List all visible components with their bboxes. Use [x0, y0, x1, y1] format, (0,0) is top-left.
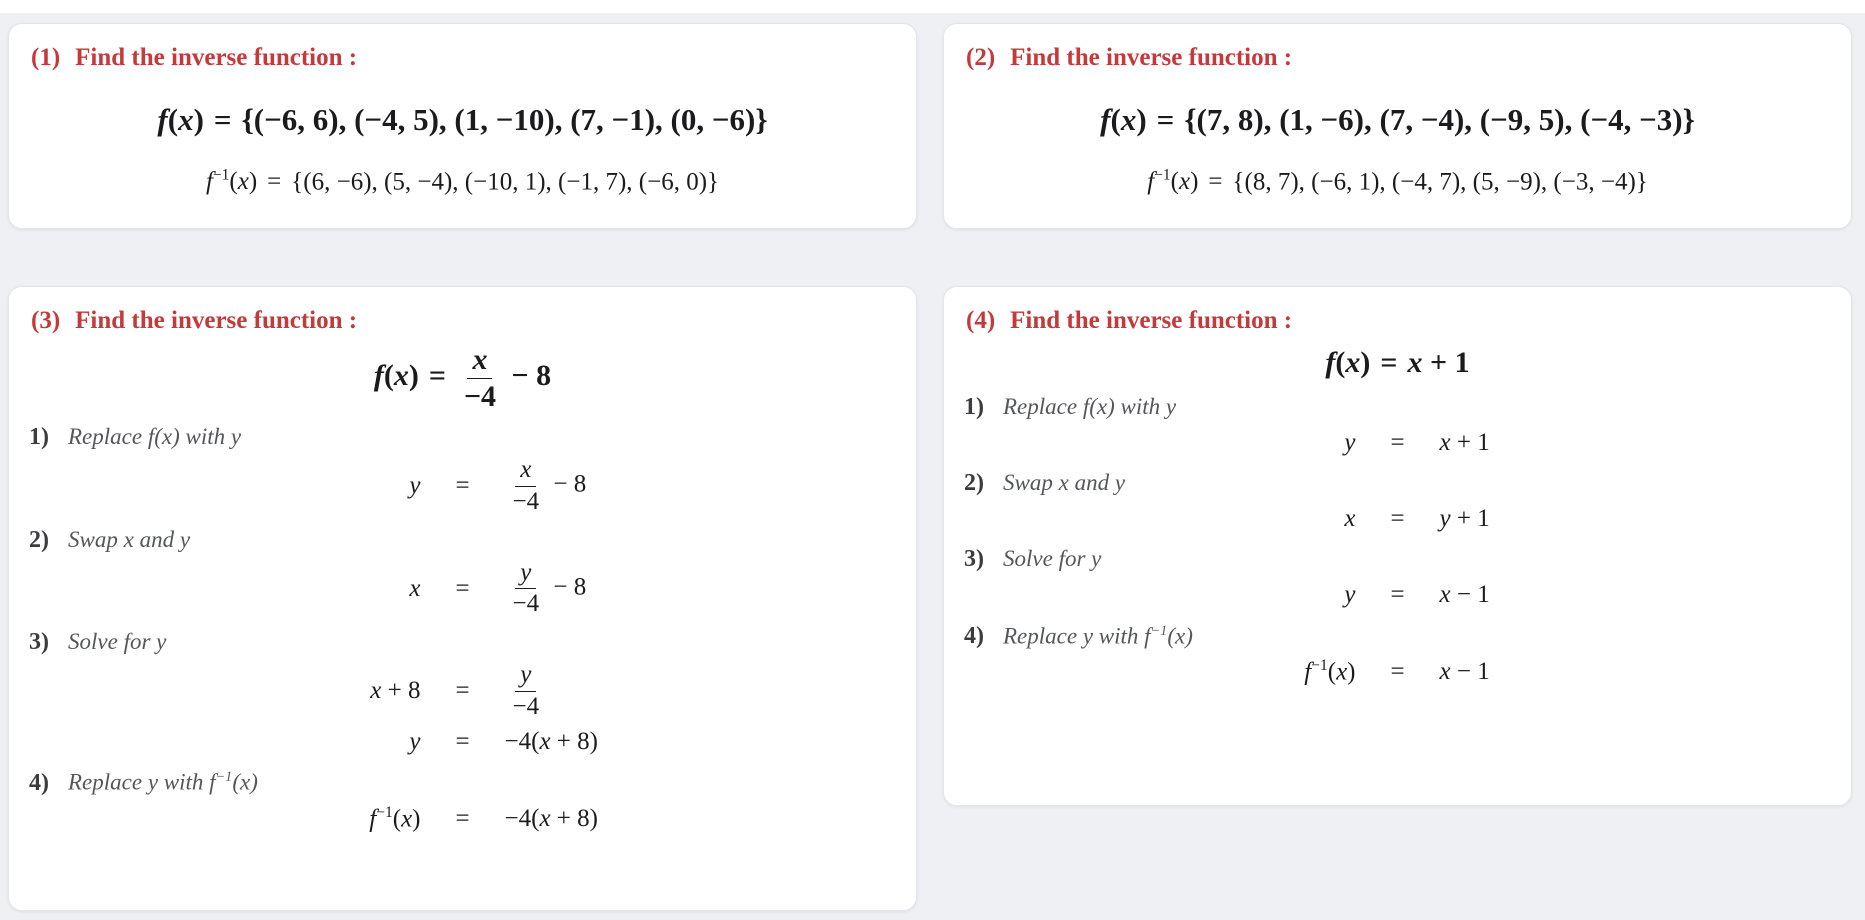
fraction-denominator: −4	[512, 487, 540, 515]
fraction-numerator: x	[515, 457, 536, 486]
equation-lhs: y	[409, 727, 421, 755]
step-description: Solve for y	[68, 629, 167, 655]
equation-lhs: x	[1344, 505, 1356, 532]
equation-lhs: $f^{-1}(x)$	[369, 803, 421, 832]
problem-title: Find the inverse function :	[75, 307, 358, 334]
problem-header	[31, 305, 898, 336]
equation-lhs: $f^{-1}(x)$	[205, 167, 258, 196]
equation-rhs	[505, 662, 899, 720]
step-label-row	[964, 546, 1833, 573]
problem-number: (3)	[31, 307, 61, 334]
equals-sign: =	[1380, 346, 1398, 380]
equation-rhs: {(6, −6), (5, −4), (−10, 1), (−1, 7), (−6, 0)}	[291, 168, 720, 196]
problem-header	[31, 42, 898, 73]
step-description: Replace f(x) with y	[68, 424, 242, 450]
step-label-row	[29, 424, 898, 451]
problem-number: (4)	[966, 307, 996, 334]
equation-lhs: x + 8	[370, 677, 421, 705]
superscript: −1	[212, 167, 230, 184]
problem-title: Find the inverse function :	[1010, 44, 1293, 71]
step-description: Replace y with $f^{-1}(x)$	[68, 769, 258, 795]
problem-body	[27, 344, 898, 834]
equals-sign: =	[1156, 102, 1175, 138]
display-equation	[27, 166, 898, 198]
superscript: −1	[1311, 657, 1328, 675]
aligned-equation	[962, 503, 1833, 534]
equation-lhs: f(x)	[157, 102, 204, 138]
aligned-equation	[27, 457, 898, 515]
equation-rhs: y + 1	[1439, 505, 1490, 532]
step-label-row	[964, 394, 1833, 421]
problem-header	[966, 305, 1833, 336]
equation-lhs: f(x)	[373, 359, 419, 393]
aligned-equation	[27, 803, 898, 835]
step-number: 2)	[964, 470, 984, 496]
equals-sign: =	[1390, 581, 1405, 609]
equation-lhs: y	[1344, 428, 1356, 456]
aligned-equation	[27, 560, 898, 618]
aligned-equation	[27, 662, 898, 720]
aligned-equation	[962, 579, 1833, 610]
equation-rhs: {(8, 7), (−6, 1), (−4, 7), (5, −9), (−3, −4)}	[1232, 168, 1648, 196]
equation-rhs: $\frac{y}{-4}$ − 8	[505, 560, 899, 618]
superscript: −1	[376, 803, 393, 821]
equation-rhs: x − 1	[1439, 658, 1490, 686]
equals-sign: =	[455, 804, 470, 832]
equation-rhs: {(7, 8), (1, −6), (7, −4), (−9, 5), (−4, −3)}	[1184, 102, 1695, 138]
equation-rhs: $\frac{x}{-4}$ − 8	[456, 359, 551, 392]
equation-lhs: y	[1344, 581, 1356, 609]
equals-sign: =	[213, 102, 232, 138]
superscript: −1	[1150, 622, 1168, 639]
step-number: 2)	[29, 526, 49, 553]
step-label-row	[29, 527, 898, 554]
fraction	[508, 457, 545, 515]
problem-title: Find the inverse function :	[75, 44, 358, 71]
equation-rhs: x + 1	[1439, 428, 1490, 456]
equation-lhs: $f^{-1}(x)$	[1304, 657, 1356, 686]
step-number: 4)	[964, 623, 984, 650]
problems-grid	[0, 13, 1865, 911]
step-label-row	[29, 629, 898, 656]
aligned-equation	[962, 656, 1833, 688]
superscript: −1	[215, 769, 233, 785]
equation-rhs: x − 1	[1439, 581, 1490, 609]
equation-rhs: x + 1	[1407, 346, 1470, 380]
problem-body	[962, 79, 1833, 197]
step-label-row	[29, 769, 898, 797]
fraction-numerator: y	[515, 662, 536, 691]
fraction-numerator: y	[515, 560, 536, 589]
step-description: Swap x and y	[68, 526, 191, 552]
problem-number: (1)	[31, 44, 61, 71]
equation-rhs: {(−6, 6), (−4, 5), (1, −10), (7, −1), (0, −6)}	[241, 102, 768, 138]
step-number: 3)	[29, 629, 49, 656]
equals-sign: =	[455, 472, 470, 500]
equation-rhs: $\frac{x}{-4}$ − 8	[505, 457, 899, 515]
problem-body	[962, 344, 1833, 687]
display-equation	[27, 344, 898, 412]
equals-sign: =	[267, 168, 282, 196]
fraction	[508, 662, 545, 720]
fraction	[459, 344, 501, 412]
display-equation	[962, 166, 1833, 198]
step-number: 1)	[964, 393, 984, 420]
equals-sign: =	[428, 359, 446, 393]
fraction-denominator: −4	[512, 590, 540, 617]
equals-sign: =	[455, 727, 470, 755]
problem-header	[966, 42, 1833, 73]
display-equation	[962, 344, 1833, 382]
aligned-equation	[27, 726, 898, 757]
superscript: −1	[1154, 167, 1171, 184]
step-description: Replace y with $f^{-1}(x)$	[1003, 622, 1193, 649]
problem-body	[27, 79, 898, 197]
equation-lhs: x	[409, 574, 421, 602]
equation-rhs: −4(x + 8)	[504, 804, 598, 832]
display-equation	[27, 101, 898, 140]
equals-sign: =	[1390, 658, 1405, 686]
problem-title: Find the inverse function :	[1010, 307, 1293, 334]
problem-card-4	[943, 286, 1852, 806]
problem-card-1	[8, 23, 917, 229]
equals-sign: =	[1390, 428, 1405, 456]
problem-card-2	[943, 23, 1852, 229]
step-number: 3)	[964, 546, 984, 573]
equation-lhs: $f^{-1}(x)$	[1147, 167, 1199, 196]
display-equation	[962, 101, 1833, 140]
fraction-denominator: −4	[463, 379, 497, 413]
equals-sign: =	[1390, 505, 1405, 532]
equals-sign: =	[455, 677, 470, 705]
step-number: 1)	[29, 424, 49, 451]
fraction-numerator: x	[467, 344, 492, 379]
step-description: Solve for y	[1003, 546, 1102, 572]
step-description: Swap x and y	[1003, 470, 1126, 495]
problem-number: (2)	[966, 44, 996, 71]
equation-rhs: −4(x + 8)	[504, 727, 598, 755]
equation-lhs: f(x)	[1325, 346, 1371, 380]
step-number: 4)	[29, 769, 49, 796]
aligned-equation	[962, 427, 1833, 458]
equals-sign: =	[455, 574, 470, 602]
equation-lhs: f(x)	[1100, 102, 1147, 138]
fraction	[508, 560, 545, 618]
step-label-row	[964, 470, 1833, 497]
problem-card-3	[8, 286, 917, 911]
top-strip	[0, 0, 1865, 13]
equation-lhs: y	[409, 472, 421, 500]
step-label-row	[964, 623, 1833, 651]
equals-sign: =	[1208, 168, 1223, 196]
fraction-denominator: −4	[512, 692, 540, 720]
step-description: Replace f(x) with y	[1003, 393, 1177, 419]
